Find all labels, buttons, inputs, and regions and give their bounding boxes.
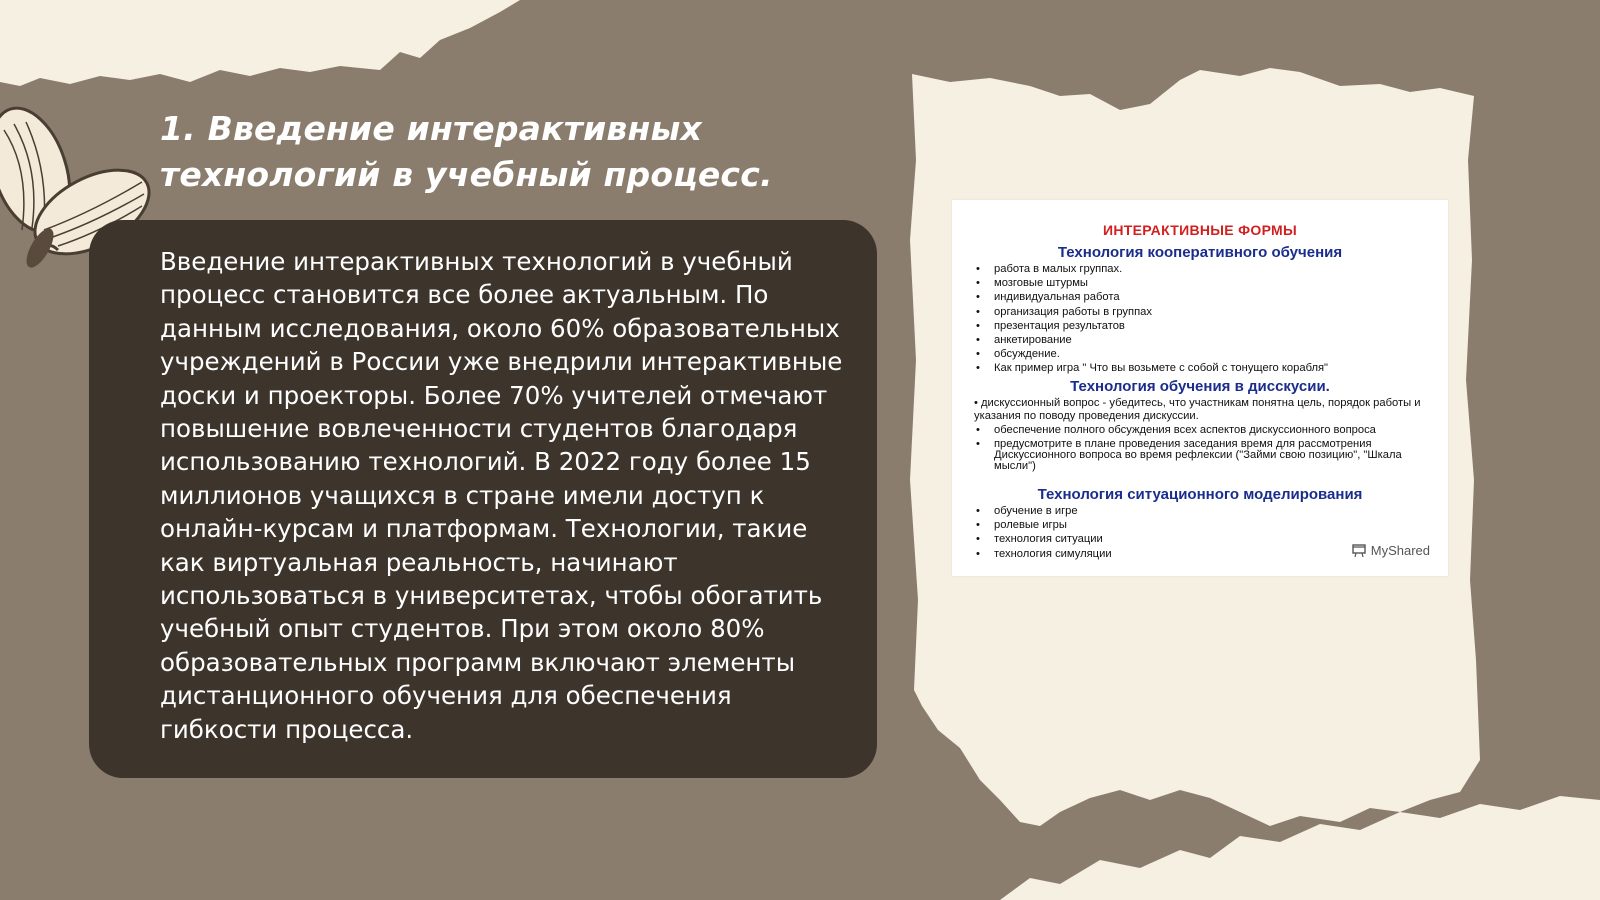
body-text: Введение интерактивных технологий в учебный процесс становится все более актуальным. По данным исследования, около 60% образовательных учреждений в России уже внедрили интерактивные доски и проекторы. Более 70% учителей отмечают повышение вовлеченности студентов благодаря использованию технологий. В 2022 году более 15 миллионов учащихся в стране имели доступ к онлайн-курсам и платформам. Технологии, такие как виртуальная реальность, начинают использоваться в университетах, чтобы обогатить учебный опыт студентов. При этом около 80% образовательных программ включают элементы дистанционного обучения для обеспечения гибкости процесса. [160,247,843,744]
list-item: • обучение в игре [974,504,1424,518]
list-item: • технология ситуации [974,532,1424,546]
slide-heading-situational: Технология ситуационного моделирования [1037,486,1363,503]
slide-list-discussion [974,425,1424,475]
list-item: • обсуждение. [974,347,1424,361]
embedded-slide [952,200,1448,576]
slide-heading-discussion: Технология обучения в дисскусии. [1070,378,1330,395]
slide-list-cooperative [974,262,1424,376]
list-item: • мозговые штурмы [974,276,1424,290]
list-item: • ролевые игры [974,518,1424,532]
list-item: • обеспечение полного обсуждения всех аспектов дискуссионного вопроса [974,425,1424,436]
watermark-label: MyShared [1370,542,1430,558]
slide-title: ИНТЕРАКТИВНЫЕ ФОРМЫ [1102,222,1297,238]
slide-heading-cooperative: Технология кооперативного обучения [1057,244,1343,261]
list-item: • технология симуляции [974,547,1424,561]
slide-discussion-intro: • дискуссионный вопрос - убедитесь, что участникам понятна цель, порядок работы и указания по поводу проведения дискуссии. [974,397,1421,422]
list-item: • организация работы в группах [974,305,1424,319]
watermark [1351,542,1430,558]
list-item: • анкетирование [974,333,1424,347]
list-item: • Как пример игра " Что вы возьмете с собой с тонущего корабля" [974,361,1424,375]
list-item: • индивидуальная работа [974,290,1424,304]
myshared-logo-icon [1351,542,1367,558]
list-item: • презентация результатов [974,319,1424,333]
list-item: • работа в малых группах. [974,262,1424,276]
list-item: • предусмотрите в плане проведения заседания время для рассмотрения Дискуссионного вопроса во время рефлексии ("Займи свою позицию", "Шкала мысли") [974,439,1424,472]
page-title: 1. Введение интерактивных технологий в учебный процесс. [160,109,773,194]
